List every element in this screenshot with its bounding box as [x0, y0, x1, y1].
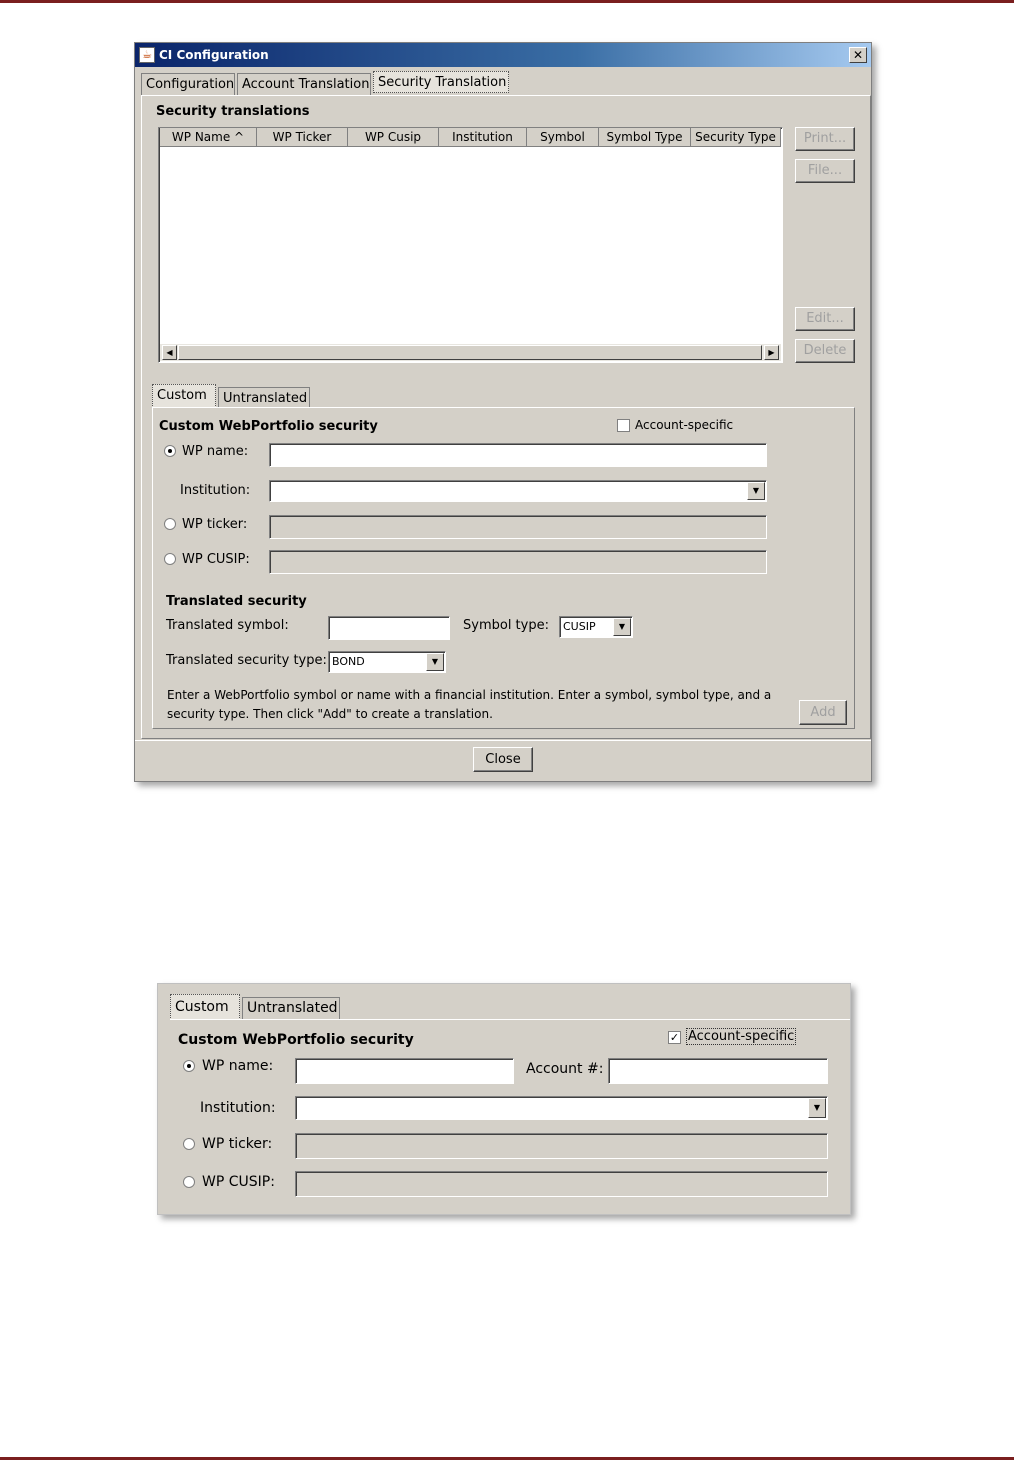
chevron-down-icon[interactable]: ▼	[747, 482, 765, 500]
column-header-wp-ticker[interactable]: WP Ticker	[257, 128, 348, 147]
window-title: CI Configuration	[159, 48, 269, 62]
tab-security-translation[interactable]: Security Translation	[373, 71, 509, 93]
tab-custom[interactable]: Custom	[152, 384, 216, 408]
detail-wp-name-input[interactable]	[295, 1058, 514, 1084]
ci-configuration-window	[134, 42, 872, 782]
detail-account-specific-checkbox[interactable]: ✓	[669, 1031, 680, 1044]
translations-table[interactable]	[158, 127, 783, 363]
custom-security-heading: Custom WebPortfolio security	[159, 419, 378, 434]
symbol-type-select[interactable]	[559, 616, 633, 638]
wp-name-label: WP name:	[182, 444, 249, 459]
wp-cusip-radio[interactable]	[164, 553, 176, 565]
file-button[interactable]: File...	[795, 159, 855, 183]
account-specific-checkbox[interactable]	[617, 419, 630, 432]
tab-untranslated[interactable]: Untranslated	[218, 387, 310, 409]
wp-name-radio[interactable]	[164, 445, 176, 457]
tab-configuration[interactable]: Configuration	[141, 73, 235, 95]
column-header-security-type[interactable]: Security Type	[691, 128, 781, 147]
security-type-select[interactable]	[328, 651, 446, 673]
chevron-down-icon[interactable]: ▼	[613, 618, 631, 636]
wp-ticker-label: WP ticker:	[182, 517, 248, 532]
wp-ticker-input[interactable]	[269, 515, 767, 539]
close-icon[interactable]: ✕	[849, 47, 867, 63]
delete-button[interactable]: Delete	[795, 339, 855, 363]
column-header-wp-cusip[interactable]: WP Cusip	[348, 128, 439, 147]
symbol-type-value: CUSIP	[563, 620, 596, 633]
detail-tab-divider	[170, 1019, 850, 1020]
column-header-institution[interactable]: Institution	[439, 128, 527, 147]
chevron-down-icon[interactable]: ▼	[426, 653, 444, 671]
security-translation-panel	[141, 95, 871, 739]
security-type-label: Translated security type:	[166, 653, 327, 668]
edit-button[interactable]: Edit...	[795, 307, 855, 331]
detail-tab-custom[interactable]: Custom	[170, 994, 240, 1020]
detail-account-specific-label: Account-specific	[688, 1029, 795, 1044]
scroll-right-icon[interactable]: ▶	[764, 345, 779, 360]
detail-wp-name-radio[interactable]	[183, 1060, 195, 1072]
translated-security-heading: Translated security	[166, 594, 307, 609]
bottom-divider	[135, 740, 871, 741]
detail-wp-ticker-label: WP ticker:	[202, 1136, 273, 1152]
print-button[interactable]: Print...	[795, 127, 855, 151]
add-button[interactable]: Add	[799, 700, 847, 725]
detail-wp-cusip-label: WP CUSIP:	[202, 1174, 275, 1190]
help-text-line-1: Enter a WebPortfolio symbol or name with a financial institution. Enter a symbol, symbol type, and a	[167, 688, 772, 702]
detail-wp-cusip-radio[interactable]	[183, 1176, 195, 1188]
detail-institution-select[interactable]	[295, 1096, 828, 1120]
bottom-rule	[0, 1457, 1014, 1460]
java-cup-icon: ☕	[139, 47, 155, 63]
scroll-left-icon[interactable]: ◀	[162, 345, 177, 360]
title-bar	[135, 43, 871, 67]
translated-symbol-input[interactable]	[328, 616, 450, 640]
detail-wp-ticker-input[interactable]	[295, 1133, 828, 1159]
translated-symbol-label: Translated symbol:	[166, 618, 289, 633]
wp-name-input[interactable]	[269, 443, 767, 467]
security-type-value: BOND	[332, 655, 365, 668]
custom-panel	[152, 407, 855, 729]
tab-account-translation[interactable]: Account Translation	[237, 73, 371, 95]
institution-label: Institution:	[180, 483, 251, 498]
detail-institution-label: Institution:	[200, 1100, 276, 1116]
detail-heading: Custom WebPortfolio security	[178, 1032, 414, 1048]
detail-account-input[interactable]	[608, 1058, 828, 1084]
detail-wp-cusip-input[interactable]	[295, 1171, 828, 1197]
detail-wp-ticker-radio[interactable]	[183, 1138, 195, 1150]
wp-cusip-input[interactable]	[269, 550, 767, 574]
wp-cusip-label: WP CUSIP:	[182, 552, 250, 567]
institution-select[interactable]	[269, 480, 767, 502]
detail-tab-untranslated[interactable]: Untranslated	[242, 997, 340, 1020]
account-specific-detail-panel	[157, 983, 851, 1215]
close-button[interactable]: Close	[473, 747, 533, 772]
column-header-wp-name[interactable]: WP Name ^	[160, 128, 257, 147]
help-text-line-2: security type. Then click "Add" to create a translation.	[167, 707, 493, 721]
horizontal-scrollbar[interactable]	[160, 344, 781, 361]
account-specific-label: Account-specific	[635, 418, 734, 432]
wp-ticker-radio[interactable]	[164, 518, 176, 530]
top-rule	[0, 0, 1014, 3]
symbol-type-label: Symbol type:	[463, 618, 549, 633]
chevron-down-icon[interactable]: ▼	[808, 1098, 826, 1118]
scrollbar-thumb[interactable]	[178, 345, 762, 360]
detail-wp-name-label: WP name:	[202, 1058, 274, 1074]
column-header-symbol-type[interactable]: Symbol Type	[599, 128, 691, 147]
detail-account-label: Account #:	[526, 1061, 604, 1077]
column-header-symbol[interactable]: Symbol	[527, 128, 599, 147]
security-translations-heading: Security translations	[156, 104, 310, 119]
